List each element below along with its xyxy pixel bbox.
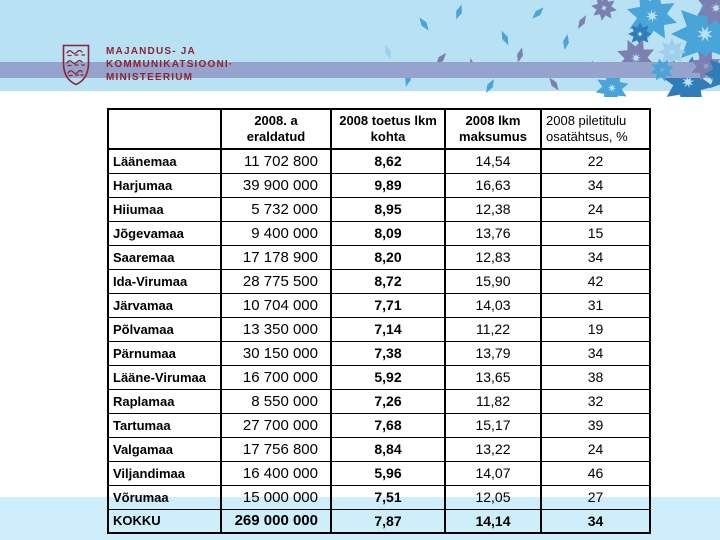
county-name-cell: Lääne-Virumaa xyxy=(108,365,221,389)
value-cell: 14,07 xyxy=(445,461,541,485)
value-cell: 5,96 xyxy=(331,461,445,485)
table-row xyxy=(108,149,650,173)
value-cell: 11,82 xyxy=(445,389,541,413)
county-name-cell: Ida-Virumaa xyxy=(108,269,221,293)
table-row xyxy=(108,173,650,197)
table-header-row xyxy=(108,109,650,149)
value-cell: 22 xyxy=(541,149,650,173)
table-row xyxy=(108,485,650,509)
county-name-cell: Läänemaa xyxy=(108,149,221,173)
table-row xyxy=(108,389,650,413)
value-cell: 34 xyxy=(541,509,650,533)
column-header xyxy=(108,109,221,149)
value-cell: 27 700 000 xyxy=(221,413,331,437)
ministry-name-line2: KOMMUNIKATSIOONI· xyxy=(106,59,234,70)
value-cell: 269 000 000 xyxy=(221,509,331,533)
value-cell: 24 xyxy=(541,437,650,461)
value-cell: 8,95 xyxy=(331,197,445,221)
value-cell: 34 xyxy=(541,173,650,197)
value-cell: 9 400 000 xyxy=(221,221,331,245)
value-cell: 12,38 xyxy=(445,197,541,221)
value-cell: 11 702 800 xyxy=(221,149,331,173)
value-cell: 34 xyxy=(541,245,650,269)
value-cell: 16,63 xyxy=(445,173,541,197)
value-cell: 12,83 xyxy=(445,245,541,269)
county-name-cell: Saaremaa xyxy=(108,245,221,269)
snowflake-icon xyxy=(646,54,679,87)
table-row xyxy=(108,293,650,317)
value-cell: 8 550 000 xyxy=(221,389,331,413)
table-row xyxy=(108,221,650,245)
county-name-cell: Järvamaa xyxy=(108,293,221,317)
value-cell: 24 xyxy=(541,197,650,221)
table-row xyxy=(108,269,650,293)
ministry-name-line1: MAJANDUS- JA xyxy=(106,46,196,57)
snowflake-decoration-over xyxy=(370,0,720,97)
value-cell: 34 xyxy=(541,341,650,365)
table-row xyxy=(108,341,650,365)
value-cell: 8,62 xyxy=(331,149,445,173)
value-cell: 14,54 xyxy=(445,149,541,173)
value-cell: 17 178 900 xyxy=(221,245,331,269)
value-cell: 28 775 500 xyxy=(221,269,331,293)
value-cell: 8,72 xyxy=(331,269,445,293)
value-cell: 27 xyxy=(541,485,650,509)
value-cell: 10 704 000 xyxy=(221,293,331,317)
value-cell: 13,76 xyxy=(445,221,541,245)
column-header: 2008 lkm maksumus xyxy=(445,109,541,149)
county-name-cell: Tartumaa xyxy=(108,413,221,437)
value-cell: 7,51 xyxy=(331,485,445,509)
table-row xyxy=(108,413,650,437)
county-name-cell: Hiiumaa xyxy=(108,197,221,221)
value-cell: 11,22 xyxy=(445,317,541,341)
column-header: 2008 toetus lkm kohta xyxy=(331,109,445,149)
table-row xyxy=(108,245,650,269)
value-cell: 7,14 xyxy=(331,317,445,341)
county-name-cell: Põlvamaa xyxy=(108,317,221,341)
county-name-cell: KOKKU xyxy=(108,509,221,533)
column-header: 2008. a eraldatud xyxy=(221,109,331,149)
table-row xyxy=(108,197,650,221)
value-cell: 7,68 xyxy=(331,413,445,437)
value-cell: 46 xyxy=(541,461,650,485)
ministry-name-line3: MINISTEERIUM xyxy=(106,72,194,83)
table-body xyxy=(108,149,650,533)
county-name-cell: Jõgevamaa xyxy=(108,221,221,245)
table-row xyxy=(108,365,650,389)
value-cell: 7,71 xyxy=(331,293,445,317)
county-table xyxy=(107,108,651,534)
value-cell: 8,09 xyxy=(331,221,445,245)
table-row xyxy=(108,437,650,461)
value-cell: 32 xyxy=(541,389,650,413)
county-name-cell: Harjumaa xyxy=(108,173,221,197)
table-row xyxy=(108,317,650,341)
ministry-name xyxy=(106,44,233,84)
county-name-cell: Valgamaa xyxy=(108,437,221,461)
value-cell: 12,05 xyxy=(445,485,541,509)
value-cell: 15 xyxy=(541,221,650,245)
value-cell: 16 400 000 xyxy=(221,461,331,485)
value-cell: 8,84 xyxy=(331,437,445,461)
value-cell: 8,20 xyxy=(331,245,445,269)
value-cell: 5 732 000 xyxy=(221,197,331,221)
value-cell: 42 xyxy=(541,269,650,293)
value-cell: 15 000 000 xyxy=(221,485,331,509)
value-cell: 38 xyxy=(541,365,650,389)
value-cell: 13 350 000 xyxy=(221,317,331,341)
value-cell: 30 150 000 xyxy=(221,341,331,365)
value-cell: 13,79 xyxy=(445,341,541,365)
value-cell: 17 756 800 xyxy=(221,437,331,461)
value-cell: 13,22 xyxy=(445,437,541,461)
value-cell: 7,26 xyxy=(331,389,445,413)
value-cell: 15,90 xyxy=(445,269,541,293)
county-name-cell: Võrumaa xyxy=(108,485,221,509)
value-cell: 13,65 xyxy=(445,365,541,389)
value-cell: 14,03 xyxy=(445,293,541,317)
value-cell: 15,17 xyxy=(445,413,541,437)
table-row xyxy=(108,461,650,485)
county-name-cell: Viljandimaa xyxy=(108,461,221,485)
value-cell: 7,38 xyxy=(331,341,445,365)
value-cell: 16 700 000 xyxy=(221,365,331,389)
value-cell: 5,92 xyxy=(331,365,445,389)
coat-of-arms-icon xyxy=(62,44,90,86)
value-cell: 7,87 xyxy=(331,509,445,533)
value-cell: 19 xyxy=(541,317,650,341)
column-header: 2008 piletitulu osatähtsus, % xyxy=(541,109,650,149)
value-cell: 31 xyxy=(541,293,650,317)
table-header xyxy=(108,109,650,149)
value-cell: 9,89 xyxy=(331,173,445,197)
ministry-logo xyxy=(62,44,233,86)
county-name-cell: Raplamaa xyxy=(108,389,221,413)
value-cell: 14,14 xyxy=(445,509,541,533)
county-name-cell: Pärnumaa xyxy=(108,341,221,365)
total-row xyxy=(108,509,650,533)
value-cell: 39 xyxy=(541,413,650,437)
value-cell: 39 900 000 xyxy=(221,173,331,197)
